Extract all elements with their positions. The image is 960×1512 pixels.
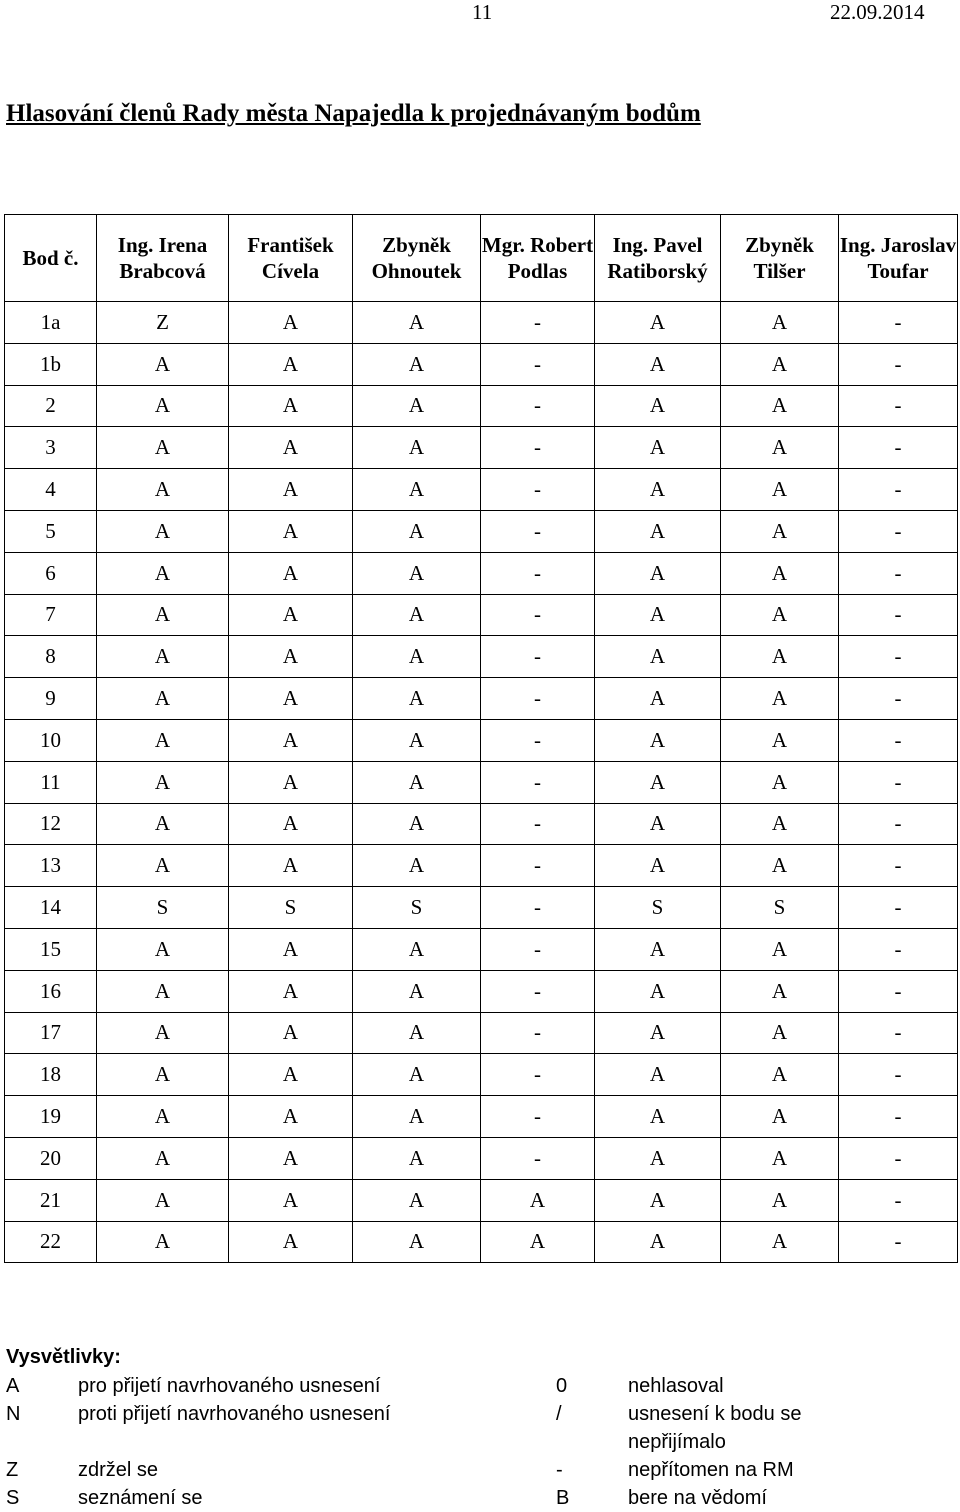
table-row bbox=[5, 845, 958, 887]
item-number-cell: 22 bbox=[5, 1221, 97, 1263]
vote-cell: - bbox=[481, 970, 595, 1012]
vote-cell: - bbox=[839, 1054, 958, 1096]
legend-code: - bbox=[556, 1459, 563, 1481]
header-brabcova: Ing. Irena Brabcová bbox=[97, 215, 229, 302]
header-civela: František Cívela bbox=[229, 215, 353, 302]
vote-cell: - bbox=[839, 1137, 958, 1179]
vote-cell: A bbox=[229, 1221, 353, 1263]
vote-cell: - bbox=[839, 636, 958, 678]
vote-cell: - bbox=[839, 510, 958, 552]
vote-cell: A bbox=[353, 594, 481, 636]
vote-cell: A bbox=[595, 1179, 721, 1221]
vote-cell: A bbox=[353, 845, 481, 887]
item-number-cell: 17 bbox=[5, 1012, 97, 1054]
vote-cell: A bbox=[97, 803, 229, 845]
vote-cell: A bbox=[353, 1221, 481, 1263]
vote-cell: A bbox=[229, 343, 353, 385]
vote-cell: A bbox=[595, 1012, 721, 1054]
vote-cell: A bbox=[229, 761, 353, 803]
vote-cell: A bbox=[229, 928, 353, 970]
vote-cell: S bbox=[721, 887, 839, 929]
table-row bbox=[5, 302, 958, 344]
table-row bbox=[5, 469, 958, 511]
vote-cell: - bbox=[839, 552, 958, 594]
vote-cell: A bbox=[721, 1137, 839, 1179]
table-row bbox=[5, 1179, 958, 1221]
vote-cell: A bbox=[595, 803, 721, 845]
table-row bbox=[5, 343, 958, 385]
item-number-cell: 1a bbox=[5, 302, 97, 344]
table-row bbox=[5, 887, 958, 929]
vote-cell: A bbox=[595, 427, 721, 469]
table-row bbox=[5, 552, 958, 594]
vote-cell: A bbox=[721, 427, 839, 469]
vote-cell: - bbox=[839, 427, 958, 469]
legend-text: seznámení se bbox=[78, 1487, 203, 1509]
vote-cell: - bbox=[481, 302, 595, 344]
vote-cell: - bbox=[839, 302, 958, 344]
legend-text: proti přijetí navrhovaného usnesení bbox=[78, 1403, 391, 1425]
vote-cell: - bbox=[839, 970, 958, 1012]
vote-cell: A bbox=[97, 1179, 229, 1221]
vote-cell: - bbox=[481, 343, 595, 385]
vote-cell: - bbox=[481, 1012, 595, 1054]
header-podlas: Mgr. Robert Podlas bbox=[481, 215, 595, 302]
vote-cell: A bbox=[721, 302, 839, 344]
vote-cell: A bbox=[353, 510, 481, 552]
vote-cell: A bbox=[229, 385, 353, 427]
vote-cell: A bbox=[229, 1012, 353, 1054]
vote-cell: - bbox=[481, 594, 595, 636]
legend-text: pro přijetí navrhovaného usnesení bbox=[78, 1375, 381, 1397]
vote-cell: - bbox=[839, 845, 958, 887]
vote-cell: A bbox=[721, 510, 839, 552]
table-row bbox=[5, 803, 958, 845]
table-row bbox=[5, 719, 958, 761]
item-number-cell: 21 bbox=[5, 1179, 97, 1221]
legend-code: B bbox=[556, 1487, 570, 1509]
header-ratiborsky: Ing. Pavel Ratiborský bbox=[595, 215, 721, 302]
vote-cell: A bbox=[97, 928, 229, 970]
vote-cell: A bbox=[595, 469, 721, 511]
item-number-cell: 7 bbox=[5, 594, 97, 636]
vote-cell: - bbox=[839, 678, 958, 720]
vote-cell: A bbox=[97, 427, 229, 469]
vote-cell: A bbox=[353, 427, 481, 469]
vote-cell: A bbox=[97, 469, 229, 511]
vote-cell: A bbox=[353, 343, 481, 385]
vote-cell: A bbox=[97, 845, 229, 887]
vote-cell: - bbox=[481, 1137, 595, 1179]
vote-cell: A bbox=[595, 970, 721, 1012]
vote-cell: A bbox=[353, 1054, 481, 1096]
vote-cell: A bbox=[229, 1179, 353, 1221]
header-bod: Bod č. bbox=[5, 215, 97, 302]
item-number-cell: 12 bbox=[5, 803, 97, 845]
legend-text: nehlasoval bbox=[628, 1375, 724, 1397]
vote-cell: - bbox=[481, 636, 595, 678]
vote-cell: A bbox=[97, 1137, 229, 1179]
vote-cell: A bbox=[97, 1096, 229, 1138]
vote-cell: A bbox=[721, 636, 839, 678]
vote-cell: A bbox=[229, 636, 353, 678]
vote-cell: A bbox=[721, 803, 839, 845]
vote-cell: - bbox=[481, 845, 595, 887]
table-body bbox=[5, 302, 958, 1263]
legend-title: Vysvětlivky: bbox=[6, 1346, 121, 1368]
vote-cell: A bbox=[721, 1221, 839, 1263]
vote-cell: - bbox=[481, 803, 595, 845]
vote-cell: A bbox=[595, 1054, 721, 1096]
vote-cell: A bbox=[229, 594, 353, 636]
vote-cell: A bbox=[721, 1096, 839, 1138]
legend-code: 0 bbox=[556, 1375, 568, 1397]
vote-cell: - bbox=[481, 887, 595, 929]
table-row bbox=[5, 1221, 958, 1263]
vote-cell: S bbox=[353, 887, 481, 929]
vote-cell: - bbox=[839, 343, 958, 385]
vote-cell: A bbox=[353, 1179, 481, 1221]
vote-cell: A bbox=[721, 469, 839, 511]
vote-cell: A bbox=[353, 761, 481, 803]
header-toufar: Ing. Jaroslav Toufar bbox=[839, 215, 958, 302]
vote-cell: A bbox=[97, 636, 229, 678]
vote-cell: - bbox=[839, 719, 958, 761]
vote-cell: - bbox=[839, 803, 958, 845]
legend-text: bere na vědomí bbox=[628, 1487, 767, 1509]
vote-cell: A bbox=[353, 469, 481, 511]
vote-cell: - bbox=[481, 678, 595, 720]
vote-cell: A bbox=[353, 636, 481, 678]
legend-code: / bbox=[556, 1403, 562, 1425]
vote-cell: A bbox=[721, 845, 839, 887]
vote-cell: A bbox=[595, 343, 721, 385]
table-row bbox=[5, 1096, 958, 1138]
vote-cell: - bbox=[839, 1096, 958, 1138]
vote-cell: - bbox=[481, 1096, 595, 1138]
vote-cell: A bbox=[229, 678, 353, 720]
page-date: 22.09.2014 bbox=[830, 0, 925, 24]
table-row bbox=[5, 385, 958, 427]
vote-cell: A bbox=[595, 510, 721, 552]
table-row bbox=[5, 928, 958, 970]
vote-cell: - bbox=[481, 510, 595, 552]
vote-cell: A bbox=[353, 803, 481, 845]
vote-cell: - bbox=[839, 887, 958, 929]
vote-cell: - bbox=[839, 1012, 958, 1054]
vote-cell: A bbox=[97, 1221, 229, 1263]
vote-cell: - bbox=[839, 761, 958, 803]
legend-code: A bbox=[6, 1375, 20, 1397]
vote-cell: A bbox=[721, 1012, 839, 1054]
table-row bbox=[5, 678, 958, 720]
page-title: Hlasování členů Rady města Napajedla k projednávaným bodům bbox=[6, 100, 701, 127]
item-number-cell: 13 bbox=[5, 845, 97, 887]
vote-cell: A bbox=[721, 761, 839, 803]
vote-cell: A bbox=[229, 803, 353, 845]
vote-cell: S bbox=[595, 887, 721, 929]
vote-cell: A bbox=[229, 469, 353, 511]
vote-cell: A bbox=[353, 1096, 481, 1138]
legend-text: nepřítomen na RM bbox=[628, 1459, 794, 1481]
item-number-cell: 5 bbox=[5, 510, 97, 552]
vote-cell: A bbox=[97, 594, 229, 636]
item-number-cell: 8 bbox=[5, 636, 97, 678]
legend-code: N bbox=[6, 1403, 21, 1425]
table-row bbox=[5, 1137, 958, 1179]
vote-cell: A bbox=[721, 1179, 839, 1221]
vote-cell: A bbox=[353, 1012, 481, 1054]
vote-cell: A bbox=[97, 1012, 229, 1054]
vote-cell: A bbox=[721, 928, 839, 970]
vote-cell: A bbox=[229, 427, 353, 469]
vote-cell: A bbox=[595, 678, 721, 720]
vote-cell: A bbox=[97, 970, 229, 1012]
vote-cell: A bbox=[229, 970, 353, 1012]
vote-cell: - bbox=[481, 552, 595, 594]
vote-cell: A bbox=[97, 719, 229, 761]
vote-cell: - bbox=[481, 1054, 595, 1096]
vote-cell: A bbox=[721, 552, 839, 594]
item-number-cell: 4 bbox=[5, 469, 97, 511]
item-number-cell: 9 bbox=[5, 678, 97, 720]
vote-cell: A bbox=[595, 1137, 721, 1179]
header-tilser: Zbyněk Tilšer bbox=[721, 215, 839, 302]
item-number-cell: 6 bbox=[5, 552, 97, 594]
vote-cell: A bbox=[229, 719, 353, 761]
vote-cell: A bbox=[97, 510, 229, 552]
table-row bbox=[5, 427, 958, 469]
vote-cell: - bbox=[839, 928, 958, 970]
item-number-cell: 16 bbox=[5, 970, 97, 1012]
vote-cell: A bbox=[595, 719, 721, 761]
vote-cell: A bbox=[595, 928, 721, 970]
vote-cell: A bbox=[97, 343, 229, 385]
voting-table bbox=[4, 214, 958, 1263]
vote-cell: A bbox=[229, 845, 353, 887]
vote-cell: - bbox=[481, 385, 595, 427]
page-number: 11 bbox=[472, 0, 493, 24]
item-number-cell: 11 bbox=[5, 761, 97, 803]
vote-cell: A bbox=[481, 1179, 595, 1221]
vote-cell: A bbox=[721, 594, 839, 636]
vote-cell: - bbox=[839, 385, 958, 427]
vote-cell: A bbox=[721, 678, 839, 720]
header-ohnoutek: Zbyněk Ohnoutek bbox=[353, 215, 481, 302]
vote-cell: A bbox=[229, 552, 353, 594]
vote-cell: A bbox=[595, 636, 721, 678]
vote-cell: A bbox=[595, 385, 721, 427]
table-row bbox=[5, 761, 958, 803]
vote-cell: A bbox=[353, 678, 481, 720]
vote-cell: A bbox=[595, 1096, 721, 1138]
vote-cell: - bbox=[481, 427, 595, 469]
vote-cell: - bbox=[481, 928, 595, 970]
vote-cell: A bbox=[229, 510, 353, 552]
vote-cell: A bbox=[353, 1137, 481, 1179]
vote-cell: A bbox=[595, 845, 721, 887]
item-number-cell: 14 bbox=[5, 887, 97, 929]
vote-cell: A bbox=[353, 970, 481, 1012]
vote-cell: A bbox=[595, 552, 721, 594]
legend-text: usnesení k bodu se nepřijímalo bbox=[628, 1403, 802, 1453]
vote-cell: A bbox=[721, 1054, 839, 1096]
vote-cell: A bbox=[229, 302, 353, 344]
vote-cell: A bbox=[721, 970, 839, 1012]
legend-text: zdržel se bbox=[78, 1459, 159, 1481]
vote-cell: S bbox=[229, 887, 353, 929]
vote-cell: - bbox=[481, 469, 595, 511]
vote-cell: A bbox=[97, 1054, 229, 1096]
vote-cell: Z bbox=[97, 302, 229, 344]
table-row bbox=[5, 1012, 958, 1054]
table-row bbox=[5, 594, 958, 636]
vote-cell: A bbox=[481, 1221, 595, 1263]
vote-cell: A bbox=[721, 719, 839, 761]
vote-cell: - bbox=[839, 469, 958, 511]
item-number-cell: 18 bbox=[5, 1054, 97, 1096]
vote-cell: A bbox=[595, 302, 721, 344]
vote-cell: - bbox=[839, 1179, 958, 1221]
vote-cell: - bbox=[481, 719, 595, 761]
vote-cell: A bbox=[229, 1096, 353, 1138]
vote-cell: - bbox=[481, 761, 595, 803]
vote-cell: A bbox=[97, 678, 229, 720]
vote-cell: A bbox=[353, 302, 481, 344]
legend-code: Z bbox=[6, 1459, 19, 1481]
table-row bbox=[5, 1054, 958, 1096]
table-row bbox=[5, 970, 958, 1012]
vote-cell: A bbox=[721, 385, 839, 427]
item-number-cell: 2 bbox=[5, 385, 97, 427]
vote-cell: A bbox=[721, 343, 839, 385]
vote-cell: A bbox=[353, 552, 481, 594]
table-header-row bbox=[5, 215, 958, 302]
item-number-cell: 1b bbox=[5, 343, 97, 385]
vote-cell: A bbox=[229, 1137, 353, 1179]
vote-cell: A bbox=[595, 1221, 721, 1263]
table-row bbox=[5, 510, 958, 552]
item-number-cell: 3 bbox=[5, 427, 97, 469]
vote-cell: A bbox=[595, 761, 721, 803]
vote-cell: A bbox=[353, 719, 481, 761]
vote-cell: A bbox=[97, 552, 229, 594]
item-number-cell: 10 bbox=[5, 719, 97, 761]
vote-cell: A bbox=[353, 385, 481, 427]
vote-cell: A bbox=[97, 761, 229, 803]
item-number-cell: 15 bbox=[5, 928, 97, 970]
item-number-cell: 19 bbox=[5, 1096, 97, 1138]
vote-cell: - bbox=[839, 594, 958, 636]
legend-code: S bbox=[6, 1487, 20, 1509]
vote-cell: A bbox=[595, 594, 721, 636]
item-number-cell: 20 bbox=[5, 1137, 97, 1179]
vote-cell: A bbox=[353, 928, 481, 970]
vote-cell: - bbox=[839, 1221, 958, 1263]
table-row bbox=[5, 636, 958, 678]
vote-cell: A bbox=[97, 385, 229, 427]
vote-cell: A bbox=[229, 1054, 353, 1096]
vote-cell: S bbox=[97, 887, 229, 929]
